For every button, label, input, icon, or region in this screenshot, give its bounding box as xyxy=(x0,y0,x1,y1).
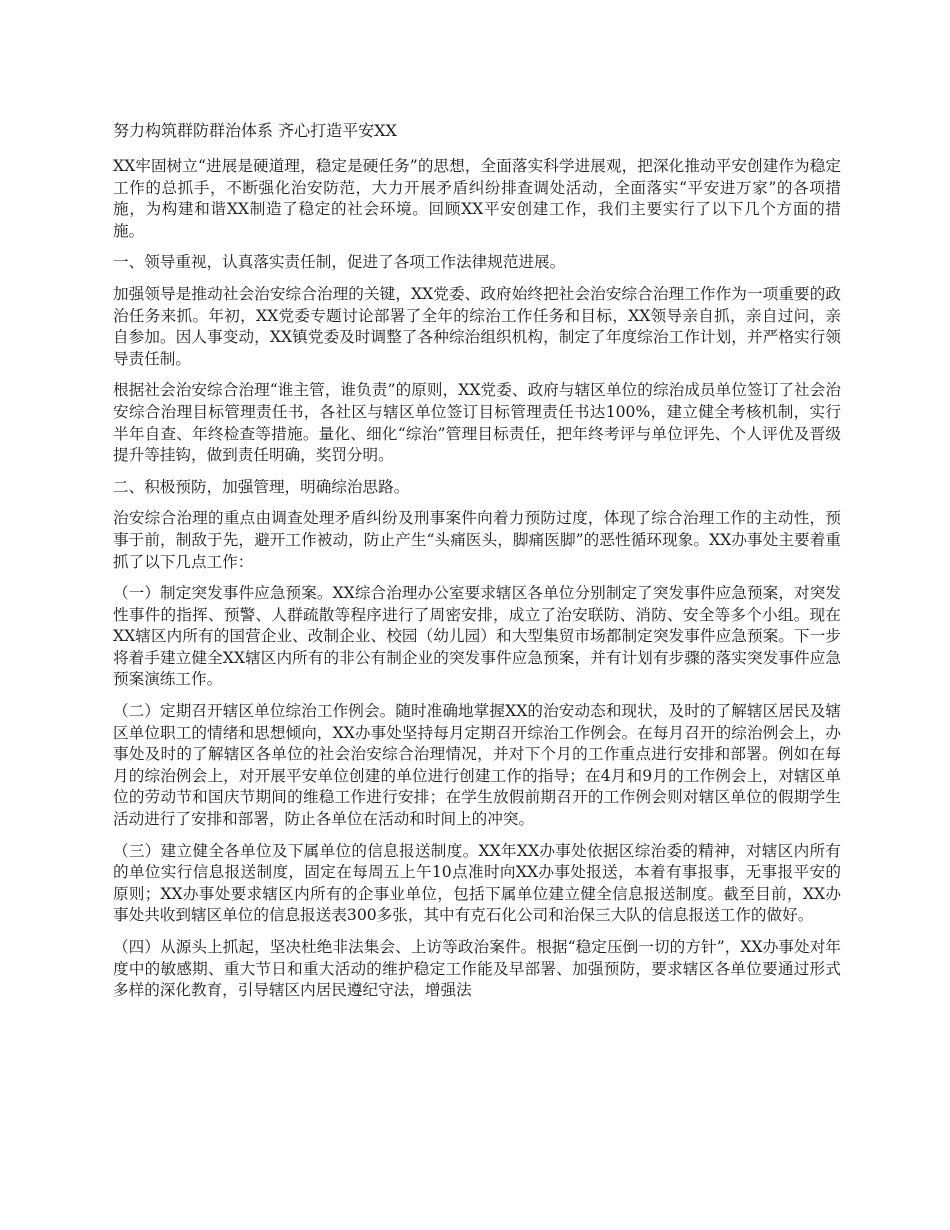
paragraph-prevention: 治安综合治理的重点由调查处理矛盾纠纷及刑事案件向着力预防过度，体现了综合治理工作的主动性，预事于前，制敌于先，避开工作被动，防止产生“头痛医头，脚痛医脚”的恶性循环现象。XX办事处主要着重抓了以下几点工作： xyxy=(113,509,841,571)
paragraph-item-2: （二）定期召开辖区单位综治工作例会。随时准确地掌握XX的治安动态和现状，及时的了解辖区居民及辖区单位职工的情绪和思想倾向，XX办事处坚持每月定期召开综治工作例会。在每月召开的综治例会上，办事处及时的了解辖区各单位的社会治安综合治理情况，并对下个月的工作重点进行安排和部署。例如在每月的综治例会上，对开展平安单位创建的单位进行创建工作的指导；在4月和9月的工作例会上，对辖区单位的劳动节和国庆节期间的维稳工作进行安排；在学生放假前期召开的工作例会则对辖区单位的假期学生活动进行了安排和部署，防止各单位在活动和时间上的冲突。 xyxy=(113,702,841,829)
paragraph-item-3: （三）建立健全各单位及下属单位的信息报送制度。XX年XX办事处依据区综治委的精神，对辖区内所有的单位实行信息报送制度，固定在每周五上午10点准时向XX办事处报送，本着有事报事，无事报平安的原则；XX办事处要求辖区内所有的企事业单位，包括下属单位建立健全信息报送制度。截至目前，XX办事处共收到辖区单位的信息报送表300多张，其中有克石化公司和治保三大队的信息报送工作的做好。 xyxy=(113,841,841,925)
paragraph-responsibility: 根据社会治安综合治理“谁主管，谁负责”的原则，XX党委、政府与辖区单位的综治成员单位签订了社会治安综合治理目标管理责任书，各社区与辖区单位签订目标管理责任书达100%，建立健全考核机制，实行半年自查、年终检查等措施。量化、细化“综治”管理目标责任，把年终考评与单位评先、个人评优及晋级提升等挂钩，做到责任明确，奖罚分明。 xyxy=(113,381,841,465)
paragraph-item-4: （四）从源头上抓起，坚决杜绝非法集会、上访等政治案件。根据“稳定压倒一切的方针”，XX办事处对年度中的敏感期、重大节日和重大活动的维护稳定工作能及早部署、加强预防，要求辖区各单位要通过形式多样的深化教育，引导辖区内居民遵纪守法，增强法 xyxy=(113,938,841,1000)
section-heading-1: 一、领导重视，认真落实责任制，促进了各项工作法律规范进展。 xyxy=(113,253,566,272)
paragraph-leadership: 加强领导是推动社会治安综合治理的关键，XX党委、政府始终把社会治安综合治理工作作为一项重要的政治任务来抓。年初，XX党委专题讨论部署了全年的综治工作任务和目标，XX领导亲自抓，亲自过问，亲自参加。因人事变动，XX镇党委及时调整了各种综治组织机构，制定了年度综治工作计划，并严格实行领导责任制。 xyxy=(113,284,841,368)
document-title: 努力构筑群防群治体系 齐心打造平安XX xyxy=(113,121,397,140)
section-heading-2: 二、积极预防，加强管理，明确综治思路。 xyxy=(113,477,410,496)
document-page xyxy=(113,120,841,1012)
paragraph-intro: XX牢固树立“进展是硬道理，稳定是硬任务”的思想，全面落实科学进展观，把深化推动平安创建作为稳定工作的总抓手，不断强化治安防范，大力开展矛盾纠纷排查调处活动，全面落实“平安进万家”的各项措施，为构建和谐XX制造了稳定的社会环境。回顾XX平安创建工作，我们主要实行了以下几个方面的措施。 xyxy=(113,157,841,240)
paragraph-item-1: （一）制定突发事件应急预案。XX综合治理办公室要求辖区各单位分别制定了突发事件应急预案，对突发性事件的指挥、预警、人群疏散等程序进行了周密安排，成立了治安联防、消防、安全等多个小组。现在XX辖区内所有的国营企业、改制企业、校园（幼儿园）和大型集贸市场都制定突发事件应急预案。下一步将着手建立健全XX辖区内所有的非公有制企业的突发事件应急预案，并有计划有步骤的落实突发事件应急预案演练工作。 xyxy=(113,584,841,689)
